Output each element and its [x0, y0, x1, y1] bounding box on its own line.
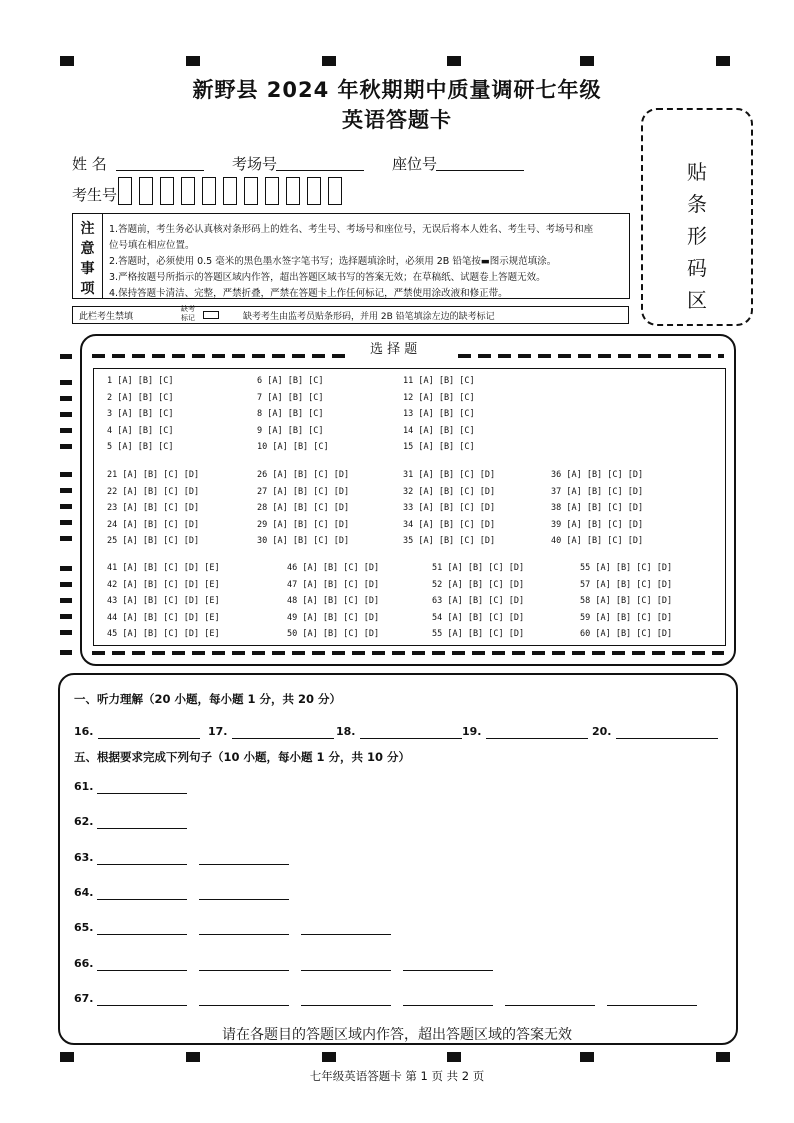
- timing-mark: [60, 650, 72, 655]
- notice-char: 注: [80, 221, 95, 237]
- notice-char: 事: [80, 261, 95, 277]
- sentence-question-number: 62.: [74, 815, 94, 828]
- choice-item[interactable]: 60 [A] [B] [C] [D]: [580, 629, 673, 639]
- dash-divider: [92, 651, 724, 655]
- choice-item[interactable]: 58 [A] [B] [C] [D]: [580, 596, 673, 606]
- choice-item[interactable]: 28 [A] [B] [C] [D]: [257, 503, 350, 513]
- sentence-question-number: 67.: [74, 992, 94, 1005]
- sentence-answer-line[interactable]: [301, 969, 391, 971]
- listening-answer-line[interactable]: [232, 737, 334, 739]
- absent-desc: 缺考考生由监考员贴条形码，并用 2B 铅笔填涂左边的缺考标记: [243, 312, 495, 322]
- registration-mark: [447, 56, 461, 66]
- choice-item[interactable]: 63 [A] [B] [C] [D]: [432, 596, 525, 606]
- choice-item[interactable]: 55 [A] [B] [C] [D]: [580, 563, 673, 573]
- seat-field[interactable]: [436, 169, 524, 171]
- choice-item[interactable]: 44 [A] [B] [C] [D] [E]: [107, 612, 220, 623]
- notice-line: 3.严格按题号所指示的答题区域内作答，超出答题区域书写的答案无效；在草稿纸、试题卷上答题无效。: [109, 272, 546, 283]
- absent-note: 此栏考生禁填: [79, 312, 134, 322]
- registration-mark: [186, 1052, 200, 1062]
- choice-item[interactable]: 9 [A] [B] [C]: [257, 425, 324, 436]
- registration-mark: [186, 56, 200, 66]
- id-digit-box[interactable]: [223, 177, 237, 205]
- choice-item[interactable]: 24 [A] [B] [C] [D]: [107, 519, 200, 530]
- room-field[interactable]: [276, 169, 364, 171]
- sentence-answer-line[interactable]: [403, 969, 493, 971]
- registration-mark: [716, 56, 730, 66]
- sticker-label: [643, 156, 751, 316]
- sticker-char: 区: [687, 288, 707, 312]
- choice-item[interactable]: 14 [A] [B] [C]: [403, 425, 475, 436]
- choice-item[interactable]: 46 [A] [B] [C] [D]: [287, 563, 380, 573]
- timing-mark: [60, 614, 72, 619]
- section1-heading: 一、听力理解（20 小题，每小题 1 分，共 20 分）: [74, 692, 342, 706]
- notice-line: 位号填在相应位置。: [109, 240, 195, 251]
- registration-mark: [322, 56, 336, 66]
- choice-item[interactable]: 50 [A] [B] [C] [D]: [287, 629, 380, 639]
- timing-mark: [60, 536, 72, 541]
- timing-mark: [60, 444, 72, 449]
- registration-mark: [580, 1052, 594, 1062]
- listening-answer-line[interactable]: [98, 737, 200, 739]
- section5-heading: 五、根据要求完成下列句子（10 小题，每小题 1 分，共 10 分）: [74, 750, 411, 764]
- choice-item[interactable]: 35 [A] [B] [C] [D]: [403, 536, 496, 546]
- sticker-char: 形: [687, 224, 707, 248]
- choice-item[interactable]: 48 [A] [B] [C] [D]: [287, 596, 380, 606]
- choice-item[interactable]: 54 [A] [B] [C] [D]: [432, 612, 525, 623]
- written-section: [58, 673, 738, 1045]
- choice-item[interactable]: 33 [A] [B] [C] [D]: [403, 503, 496, 513]
- barcode-sticker-area: [641, 108, 753, 326]
- notice-text: [109, 222, 593, 302]
- dash-divider: [92, 354, 352, 358]
- choice-item[interactable]: 10 [A] [B] [C]: [257, 442, 329, 452]
- choice-item[interactable]: 25 [A] [B] [C] [D]: [107, 536, 200, 546]
- choice-item[interactable]: 38 [A] [B] [C] [D]: [551, 503, 644, 513]
- absent-row: [72, 306, 629, 324]
- choice-item[interactable]: 47 [A] [B] [C] [D]: [287, 579, 380, 590]
- choice-item[interactable]: 5 [A] [B] [C]: [107, 442, 174, 452]
- sticker-char: 贴: [687, 160, 707, 184]
- choice-item[interactable]: 8 [A] [B] [C]: [257, 409, 324, 419]
- listening-question-number: 20.: [592, 725, 612, 738]
- sentence-question-number: 66.: [74, 957, 94, 970]
- id-label: 考生号: [72, 186, 118, 204]
- listening-question-number: 17.: [208, 725, 228, 738]
- listening-answer-line[interactable]: [360, 737, 462, 739]
- choice-item[interactable]: 1 [A] [B] [C]: [107, 376, 174, 386]
- room-label: 考场号: [232, 155, 278, 173]
- listening-question-number: 18.: [336, 725, 356, 738]
- listening-question-number: 16.: [74, 725, 94, 738]
- choice-item[interactable]: 22 [A] [B] [C] [D]: [107, 486, 200, 497]
- id-digit-box[interactable]: [202, 177, 216, 205]
- choice-item[interactable]: 41 [A] [B] [C] [D] [E]: [107, 563, 220, 573]
- sentence-answer-line[interactable]: [403, 1004, 493, 1006]
- registration-mark: [60, 56, 74, 66]
- sentence-answer-line[interactable]: [301, 933, 391, 935]
- sentence-question-number: 64.: [74, 886, 94, 899]
- choice-item[interactable]: 4 [A] [B] [C]: [107, 425, 174, 436]
- timing-mark: [60, 472, 72, 477]
- sticker-char: 条: [687, 192, 707, 216]
- registration-mark: [716, 1052, 730, 1062]
- notice-heading: [73, 214, 103, 298]
- choice-item[interactable]: 23 [A] [B] [C] [D]: [107, 503, 200, 513]
- id-digit-box[interactable]: [265, 177, 279, 205]
- notice-line: 2.答题时，必须使用 0.5 毫米的黑色墨水签字笔书写；选择题填涂时，必须用 2B 铅笔按▬图示规范填涂。: [109, 256, 557, 267]
- choice-item[interactable]: 3 [A] [B] [C]: [107, 409, 174, 419]
- choice-item[interactable]: 11 [A] [B] [C]: [403, 376, 475, 386]
- choice-item[interactable]: 6 [A] [B] [C]: [257, 376, 324, 386]
- notice-char: 项: [80, 281, 95, 297]
- notice-char: 意: [80, 241, 95, 257]
- sentence-question-number: 63.: [74, 851, 94, 864]
- timing-mark: [60, 630, 72, 635]
- timing-mark: [60, 380, 72, 385]
- footer-note: 请在各题目的答题区域内作答，超出答题区域的答案无效: [222, 1027, 572, 1043]
- id-digit-box[interactable]: [244, 177, 258, 205]
- choice-item[interactable]: 30 [A] [B] [C] [D]: [257, 536, 350, 546]
- choice-item[interactable]: 15 [A] [B] [C]: [403, 442, 475, 452]
- choice-item[interactable]: 29 [A] [B] [C] [D]: [257, 519, 350, 530]
- absent-mark-box[interactable]: [203, 311, 219, 319]
- choice-item[interactable]: 59 [A] [B] [C] [D]: [580, 612, 673, 623]
- listening-answer-line[interactable]: [486, 737, 588, 739]
- timing-mark: [60, 582, 72, 587]
- choice-item[interactable]: 37 [A] [B] [C] [D]: [551, 486, 644, 497]
- sentence-answer-line[interactable]: [607, 1004, 697, 1006]
- timing-mark: [60, 520, 72, 525]
- notice-line: 4.保持答题卡清洁、完整，严禁折叠，严禁在答题卡上作任何标记，严禁使用涂改液和修正带。: [109, 288, 508, 299]
- sentence-answer-line[interactable]: [199, 863, 289, 865]
- registration-mark: [580, 56, 594, 66]
- choice-item[interactable]: 21 [A] [B] [C] [D]: [107, 470, 200, 480]
- page-title: 新野县 2024 年秋期期中质量调研七年级: [192, 78, 602, 102]
- sentence-answer-line[interactable]: [199, 898, 289, 900]
- sentence-answer-line[interactable]: [97, 863, 187, 865]
- timing-mark: [60, 566, 72, 571]
- page-subtitle: 英语答题卡: [342, 108, 452, 132]
- id-digit-box[interactable]: [328, 177, 342, 205]
- dash-divider: [458, 354, 724, 358]
- sticker-char: 码: [687, 256, 707, 280]
- choice-item[interactable]: 12 [A] [B] [C]: [403, 392, 475, 403]
- sentence-answer-line[interactable]: [97, 792, 187, 794]
- listening-answer-line[interactable]: [616, 737, 718, 739]
- choice-item[interactable]: 39 [A] [B] [C] [D]: [551, 519, 644, 530]
- registration-mark: [447, 1052, 461, 1062]
- id-digit-box[interactable]: [139, 177, 153, 205]
- sentence-answer-line[interactable]: [199, 1004, 289, 1006]
- choice-item[interactable]: 34 [A] [B] [C] [D]: [403, 519, 496, 530]
- choice-item[interactable]: 7 [A] [B] [C]: [257, 392, 324, 403]
- timing-mark: [60, 354, 72, 359]
- sentence-answer-line[interactable]: [97, 969, 187, 971]
- sentence-answer-line[interactable]: [97, 1004, 187, 1006]
- choice-item[interactable]: 31 [A] [B] [C] [D]: [403, 470, 496, 480]
- sentence-answer-line[interactable]: [505, 1004, 595, 1006]
- timing-mark: [60, 412, 72, 417]
- choice-item[interactable]: 52 [A] [B] [C] [D]: [432, 579, 525, 590]
- choice-title: 选 择 题: [370, 342, 418, 357]
- choice-item[interactable]: 49 [A] [B] [C] [D]: [287, 612, 380, 623]
- timing-mark: [60, 488, 72, 493]
- choice-item[interactable]: 26 [A] [B] [C] [D]: [257, 470, 350, 480]
- listening-question-number: 19.: [462, 725, 482, 738]
- choice-item[interactable]: 43 [A] [B] [C] [D] [E]: [107, 596, 220, 606]
- choice-item[interactable]: 57 [A] [B] [C] [D]: [580, 579, 673, 590]
- sentence-question-number: 61.: [74, 780, 94, 793]
- timing-mark: [60, 598, 72, 603]
- id-digit-box[interactable]: [118, 177, 132, 205]
- choice-item[interactable]: 42 [A] [B] [C] [D] [E]: [107, 579, 220, 590]
- choice-item[interactable]: 36 [A] [B] [C] [D]: [551, 470, 644, 480]
- choice-item[interactable]: 13 [A] [B] [C]: [403, 409, 475, 419]
- id-digit-box[interactable]: [160, 177, 174, 205]
- id-digit-box[interactable]: [181, 177, 195, 205]
- timing-mark: [60, 396, 72, 401]
- registration-mark: [60, 1052, 74, 1062]
- sentence-answer-line[interactable]: [199, 933, 289, 935]
- choice-item[interactable]: 51 [A] [B] [C] [D]: [432, 563, 525, 573]
- absent-mark-label: 缺考 标记: [181, 305, 195, 322]
- sentence-answer-line[interactable]: [199, 969, 289, 971]
- sentence-answer-line[interactable]: [301, 1004, 391, 1006]
- timing-mark: [60, 428, 72, 433]
- choice-item[interactable]: 27 [A] [B] [C] [D]: [257, 486, 350, 497]
- choice-item[interactable]: 2 [A] [B] [C]: [107, 392, 174, 403]
- name-field[interactable]: [116, 169, 204, 171]
- sentence-answer-line[interactable]: [97, 898, 187, 900]
- choice-item[interactable]: 55 [A] [B] [C] [D]: [432, 629, 525, 639]
- id-digit-box[interactable]: [286, 177, 300, 205]
- id-digit-box[interactable]: [307, 177, 321, 205]
- choice-item[interactable]: 40 [A] [B] [C] [D]: [551, 536, 644, 546]
- sentence-question-number: 65.: [74, 921, 94, 934]
- choice-item[interactable]: 45 [A] [B] [C] [D] [E]: [107, 629, 220, 639]
- timing-mark: [60, 504, 72, 509]
- name-label: 姓 名: [72, 155, 107, 173]
- sentence-answer-line[interactable]: [97, 827, 187, 829]
- seat-label: 座位号: [392, 155, 438, 173]
- choice-item[interactable]: 32 [A] [B] [C] [D]: [403, 486, 496, 497]
- page-footer: 七年级英语答题卡 第 1 页 共 2 页: [309, 1069, 485, 1083]
- sentence-answer-line[interactable]: [97, 933, 187, 935]
- notice-line: 1.答题前，考生务必认真核对条形码上的姓名、考生号、考场号和座位号，无误后将本人姓名、考生号、考场号和座: [109, 224, 594, 235]
- notice-box: [72, 213, 630, 299]
- registration-mark: [322, 1052, 336, 1062]
